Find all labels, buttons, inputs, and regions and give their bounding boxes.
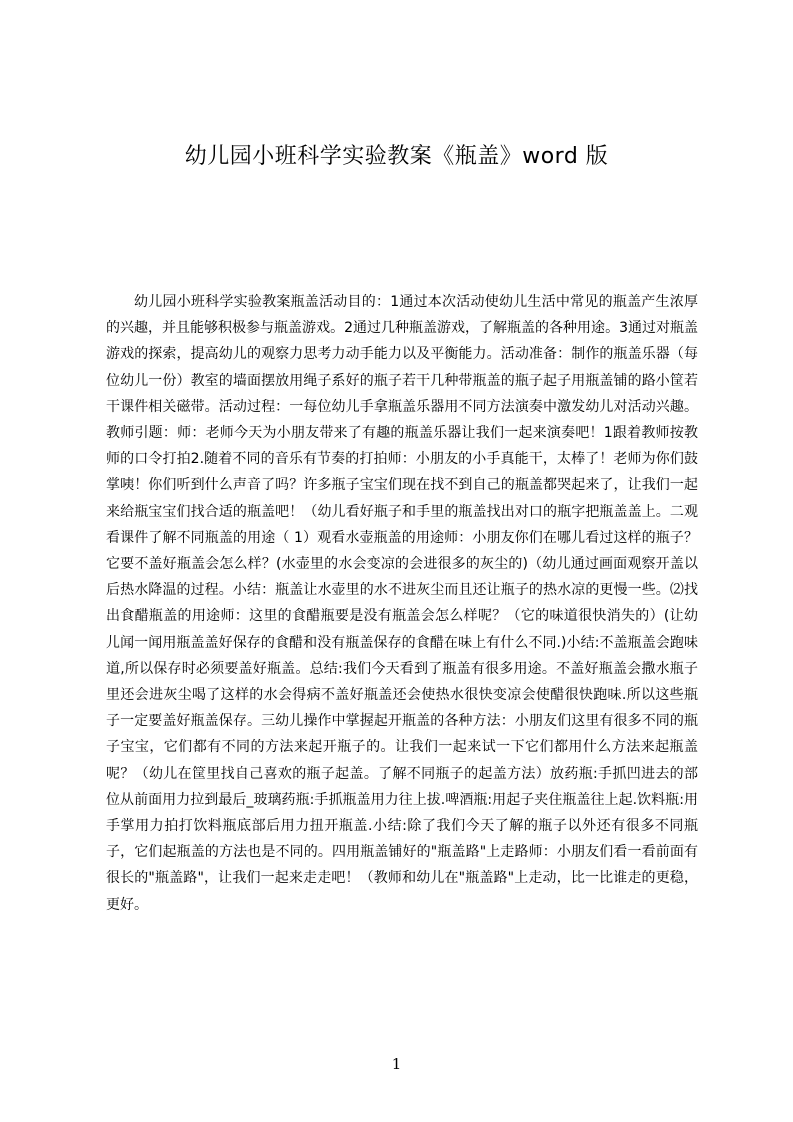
page-number: 1: [391, 1055, 402, 1073]
document-body-paragraph: 幼儿园小班科学实验教案瓶盖活动目的：1通过本次活动使幼儿生活中常见的瓶盖产生浓厚的兴趣，并且能够积极参与瓶盖游戏。2通过几种瓶盖游戏，了解瓶盖的各种用途。3通过对瓶盖游戏的探索，提高幼儿的观察力思考力动手能力以及平衡能力。活动准备：制作的瓶盖乐器（每位幼儿一份）教室的墙面摆放用绳子系好的瓶子若干几种带瓶盖的瓶子起子用瓶盖铺的路小筐若干课件相关磁带。活动过程：一每位幼儿手拿瓶盖乐器用不同方法演奏中激发幼儿对活动兴趣。教师引题：师：老师今天为小朋友带来了有趣的瓶盖乐器让我们一起来演奏吧！1跟着教师按教师的口令打拍2.随着不同的音乐有节奏的打拍师：小朋友的小手真能干，太棒了！老师为你们鼓掌咦！你们听到什么声音了吗？许多瓶子宝宝们现在找不到自己的瓶盖都哭起来了，让我们一起来给瓶宝宝们找合适的瓶盖吧！（幼儿看好瓶子和手里的瓶盖找出对口的瓶字把瓶盖盖上。二观看课件了解不同瓶盖的用途（ 1）观看水壶瓶盖的用途师：小朋友你们在哪儿看过这样的瓶子？它要不盖好瓶盖会怎么样？(水壶里的水会变凉的会进很多的灰尘的)（幼儿通过画面观察开盖以后热水降温的过程。小结：瓶盖让水壶里的水不进灰尘而且还让瓶子的热水凉的更慢一些。⑵找出食醋瓶盖的用途师：这里的食醋瓶要是没有瓶盖会怎么样呢？（它的味道很快消失的）(让幼儿闻一闻用瓶盖盖好保存的食醋和没有瓶盖保存的食醋在味上有什么不同.)小结:不盖瓶盖会跑味道,所以保存时必须要盖好瓶盖。总结:我们今天看到了瓶盖有很多用途。不盖好瓶盖会撒水瓶子里还会进灰尘喝了这样的水会得病不盖好瓶盖还会使热水很快变凉会使醋很快跑味.所以这些瓶子一定要盖好瓶盖保存。三幼儿操作中掌握起开瓶盖的各种方法：小朋友们这里有很多不同的瓶子宝宝，它们都有不同的方法来起开瓶子的。让我们一起来试一下它们都用什么方法来起瓶盖呢？（幼儿在筐里找自己喜欢的瓶子起盖。了解不同瓶子的起盖方法）放药瓶:手抓凹进去的部位从前面用力拉到最后_玻璃药瓶:手抓瓶盖用力往上拔.啤酒瓶:用起子夹住瓶盖往上起.饮料瓶:用手掌用力拍打饮料瓶底部后用力扭开瓶盖.小结:除了我们今天了解的瓶子以外还有很多不同瓶子，它们起瓶盖的方法也是不同的。四用瓶盖铺好的"瓶盖路"上走路师：小朋友们看一看前面有很长的"瓶盖路"，让我们一起来走走吧！（教师和幼儿在"瓶盖路"上走动，比一比谁走的更稳，更好。: [106, 294, 698, 913]
document-title: 幼儿园小班科学实验教案《瓶盖》word 版: [184, 144, 609, 169]
